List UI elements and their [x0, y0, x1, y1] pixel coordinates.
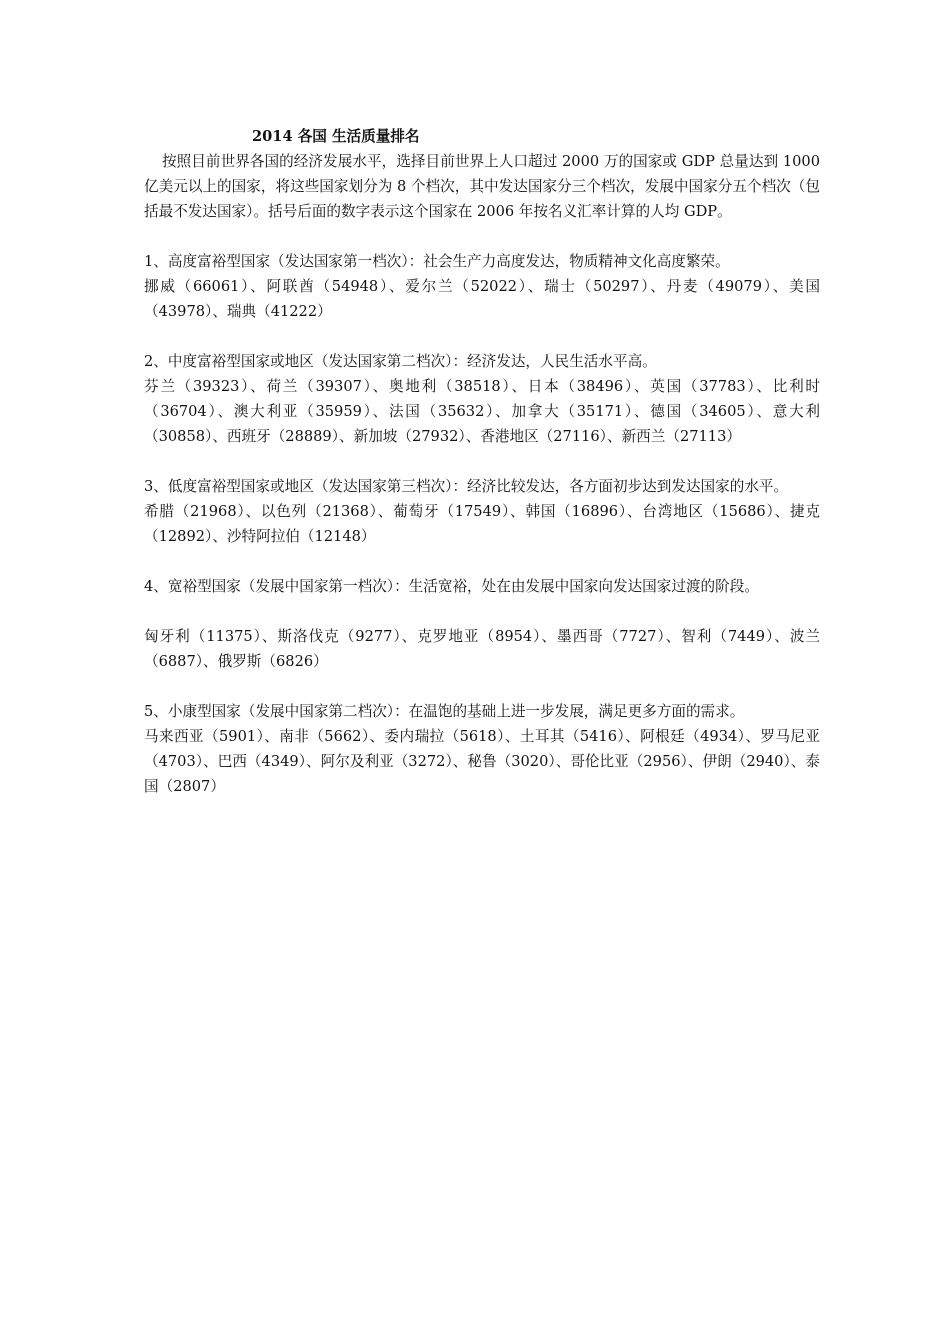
document-title: 2014 各国 生活质量排名: [252, 128, 420, 145]
section-heading: 1、高度富裕型国家（发达国家第一档次）：社会生产力高度发达，物质精神文化高度繁荣。: [144, 253, 730, 270]
section-heading: 3、低度富裕型国家或地区（发达国家第三档次）：经济比较发达，各方面初步达到发达国家的水平。: [144, 478, 789, 495]
section-1: [144, 249, 820, 324]
document-page: [144, 124, 820, 799]
section-heading: 4、宽裕型国家（发展中国家第一档次）：生活宽裕，处在由发展中国家向发达国家过渡的阶段。: [144, 578, 759, 595]
section-5: [144, 699, 820, 799]
section-4: [144, 574, 820, 674]
country-list: 挪威（66061）、阿联酋（54948）、爱尔兰（52022）、瑞士（50297）、丹麦（49079）、美国（43978）、瑞典（41222）: [144, 278, 820, 320]
country-list: 希腊（21968）、以色列（21368）、葡萄牙（17549）、韩国（16896）、台湾地区（15686）、捷克（12892）、沙特阿拉伯（12148）: [144, 503, 820, 545]
country-list: 芬兰（39323）、荷兰（39307）、奥地利（38518）、日本（38496）、英国（37783）、比利时（36704）、澳大利亚（35959）、法国（35632）、加拿大（35171）、德国（34605）、意大利（30858）、西班牙（28889）、新加坡（27932）、香港地区（27116）、新西兰（27113）: [144, 378, 820, 445]
spacer: [144, 599, 820, 624]
intro-paragraph: 按照目前世界各国的经济发展水平，选择目前世界上人口超过 2000 万的国家或 GDP 总量达到 1000 亿美元以上的国家，将这些国家划分为 8 个档次，其中发达国家分三个档次，发展中国家分五个档次（包括最不发达国家）。括号后面的数字表示这个国家在 2006 年按名义汇率计算的人均 GDP。: [144, 153, 820, 220]
spacer: [144, 674, 820, 699]
spacer: [144, 549, 820, 574]
section-heading: 2、中度富裕型国家或地区（发达国家第二档次）：经济发达，人民生活水平高。: [144, 353, 657, 370]
spacer: [144, 324, 820, 349]
spacer: [144, 449, 820, 474]
section-heading: 5、小康型国家（发展中国家第二档次）：在温饱的基础上进一步发展，满足更多方面的需求。: [144, 703, 745, 720]
country-list: 马来西亚（5901）、南非（5662）、委内瑞拉（5618）、土耳其（5416）、阿根廷（4934）、罗马尼亚（4703）、巴西（4349）、阿尔及利亚（3272）、秘鲁（3020）、哥伦比亚（2956）、伊朗（2940）、泰国（2807）: [144, 728, 820, 795]
section-3: [144, 474, 820, 549]
country-list: 匈牙利（11375）、斯洛伐克（9277）、克罗地亚（8954）、墨西哥（7727）、智利（7449）、波兰（6887）、俄罗斯（6826）: [144, 628, 820, 670]
section-2: [144, 349, 820, 449]
spacer: [144, 224, 820, 249]
